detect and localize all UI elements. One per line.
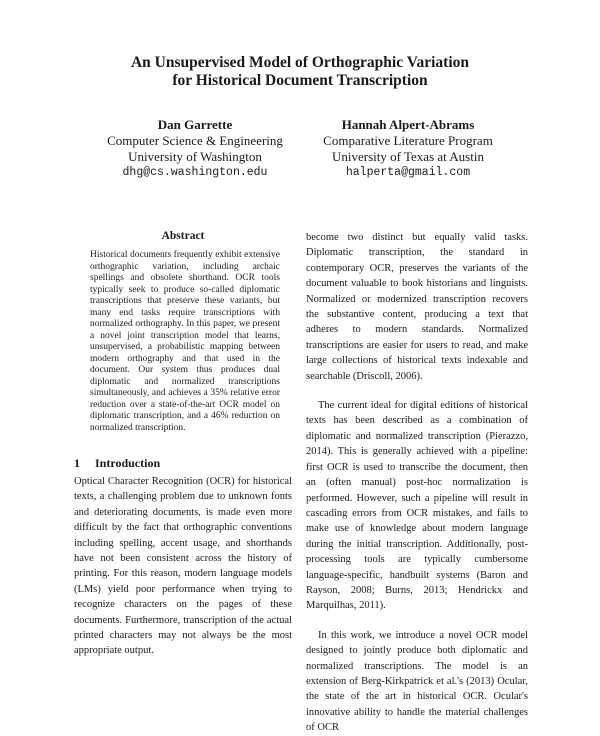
introduction-text xyxy=(74,474,292,657)
author-department: Computer Science & Engineering xyxy=(107,133,283,148)
right-column-paragraph-2: The current ideal for digital editions of historical texts has been described as a combination of diplomatic and normalized transcription (Pierazzo, 2014). This is generally achieved with a pipeline: first OCR is used to transcribe the document, then an (often manual) post-hoc normalization is performed. However, such a pipeline will result in cascading errors from OCR mistakes, and fails to make use of knowledge about modern language during the initial transcription. Additionally, post-processing tools are typically cumbersome language-specific, handbuilt systems (Baron and Rayson, 2008; Burns, 2013; Hendrickx and Marquilhas, 2011). xyxy=(306,400,528,612)
author-institution: University of Texas at Austin xyxy=(332,149,484,164)
author-name: Hannah Alpert-Abrams xyxy=(341,117,475,132)
author-institution: University of Washington xyxy=(128,149,262,164)
paper-title-line-2: for Historical Document Transcription xyxy=(172,72,428,89)
paper-title-line-1: An Unsupervised Model of Orthographic Variation xyxy=(130,54,469,71)
abstract-heading: Abstract xyxy=(161,230,205,242)
author-department: Comparative Literature Program xyxy=(323,133,493,148)
author-block-2 xyxy=(308,117,508,181)
author-name: Dan Garrette xyxy=(157,117,233,132)
right-column xyxy=(306,230,528,734)
abstract-text: Historical documents frequently exhibit extensive orthographic variation, including archaic spellings and obsolete shorthand. OCR tools typically seek to produce so-called diplomatic transcriptions that preserve these variants, but many end tasks require transcriptions with normalized orthography. In this paper, we present a novel joint transcription model that learns, unsupervised, a probabilistic mapping between modern orthography and that used in the document. Our system thus produces dual diplomatic and normalized transcriptions simultaneously, and achieves a 35% relative error reduction over a state-of-the-art OCR model on diplomatic transcription, and a 46% reduction on normalized transcription. xyxy=(90,250,280,433)
right-column-paragraph-1: become two distinct but equally valid tasks. Diplomatic transcription, the standard in contemporary OCR, preserves the variants of the document valuable to book historians and linguists. Normalized or modernized transcription recovers the substantive content, producing a text that adheres to modern standards. Normalized transcriptions are easier for users to read, and make large collections of historical texts indexable and searchable (Driscoll, 2006). xyxy=(306,232,528,382)
section-title: Introduction xyxy=(95,456,161,470)
right-column-paragraph-3: In this work, we introduce a novel OCR model designed to jointly produce both diplomatic and normalized transcriptions. The model is an extension of Berg-Kirkpatrick et al.'s (2013) Ocular, the state of the art in historical OCR. Ocular's innovative ability to handle the material challenges of OCR xyxy=(306,629,528,734)
section-heading xyxy=(74,456,160,471)
author-email: halperta@gmail.com xyxy=(345,166,471,179)
author-block-1 xyxy=(95,117,295,181)
section-number: 1 xyxy=(74,456,80,470)
author-email: dhg@cs.washington.edu xyxy=(122,166,268,179)
introduction-paragraph: Optical Character Recognition (OCR) for historical texts, a challenging problem due to unknown fonts and deteriorating documents, is made even more difficult by the fact that orthographic conventions including spelling, accent usage, and shorthands have not been consistent across the history of printing. For this reason, modern language models (LMs) yield poor performance when trying to recognize characters on the pages of these documents. Furthermore, transcription of the actual printed characters may not always be the most appropriate output. xyxy=(74,476,292,657)
